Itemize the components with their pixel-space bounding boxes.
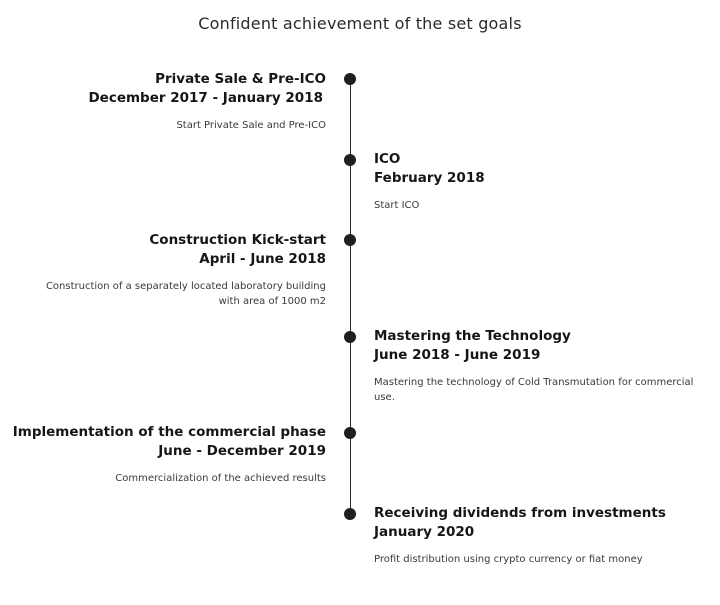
- milestone-name: Construction Kick-start: [149, 232, 326, 248]
- milestone-date: June - December 2019: [158, 443, 326, 459]
- milestone-item: [0, 70, 326, 133]
- milestone-dot: [344, 331, 356, 343]
- milestone-dot: [344, 73, 356, 85]
- milestone-name: Implementation of the commercial phase: [12, 424, 326, 440]
- milestone-dot: [344, 154, 356, 166]
- milestone-item: [0, 423, 326, 486]
- milestone-description: Profit distribution using crypto currency or fiat money: [374, 554, 643, 565]
- milestone-description: Commercialization of the achieved results: [115, 473, 326, 484]
- milestone-dot: [344, 427, 356, 439]
- milestone-date: June 2018 - June 2019: [374, 347, 541, 363]
- milestone-description: Mastering the technology of Cold Transmutation for commercial use.: [374, 377, 694, 403]
- milestone-description: Construction of a separately located laboratory building with area of 1000 m2: [45, 281, 326, 307]
- milestone-item: [374, 327, 704, 405]
- milestone-dot: [344, 508, 356, 520]
- milestone-item: [36, 231, 326, 309]
- milestone-description: Start Private Sale and Pre-ICO: [176, 120, 326, 131]
- milestone-date: December 2017 - January 2018: [88, 90, 323, 106]
- milestone-name: Private Sale & Pre-ICO: [155, 71, 326, 87]
- milestone-date: April - June 2018: [199, 251, 326, 267]
- milestone-name: ICO: [374, 151, 401, 167]
- milestone-name: Mastering the Technology: [374, 328, 571, 344]
- milestone-item: [374, 504, 704, 567]
- page-title: Confident achievement of the set goals: [198, 14, 522, 33]
- milestone-dot: [344, 234, 356, 246]
- milestone-item: [374, 150, 704, 213]
- timeline-axis: [350, 79, 351, 514]
- milestone-date: January 2020: [374, 524, 475, 540]
- milestone-name: Receiving dividends from investments: [374, 505, 666, 521]
- milestone-date: February 2018: [374, 170, 485, 186]
- milestone-description: Start ICO: [374, 200, 420, 211]
